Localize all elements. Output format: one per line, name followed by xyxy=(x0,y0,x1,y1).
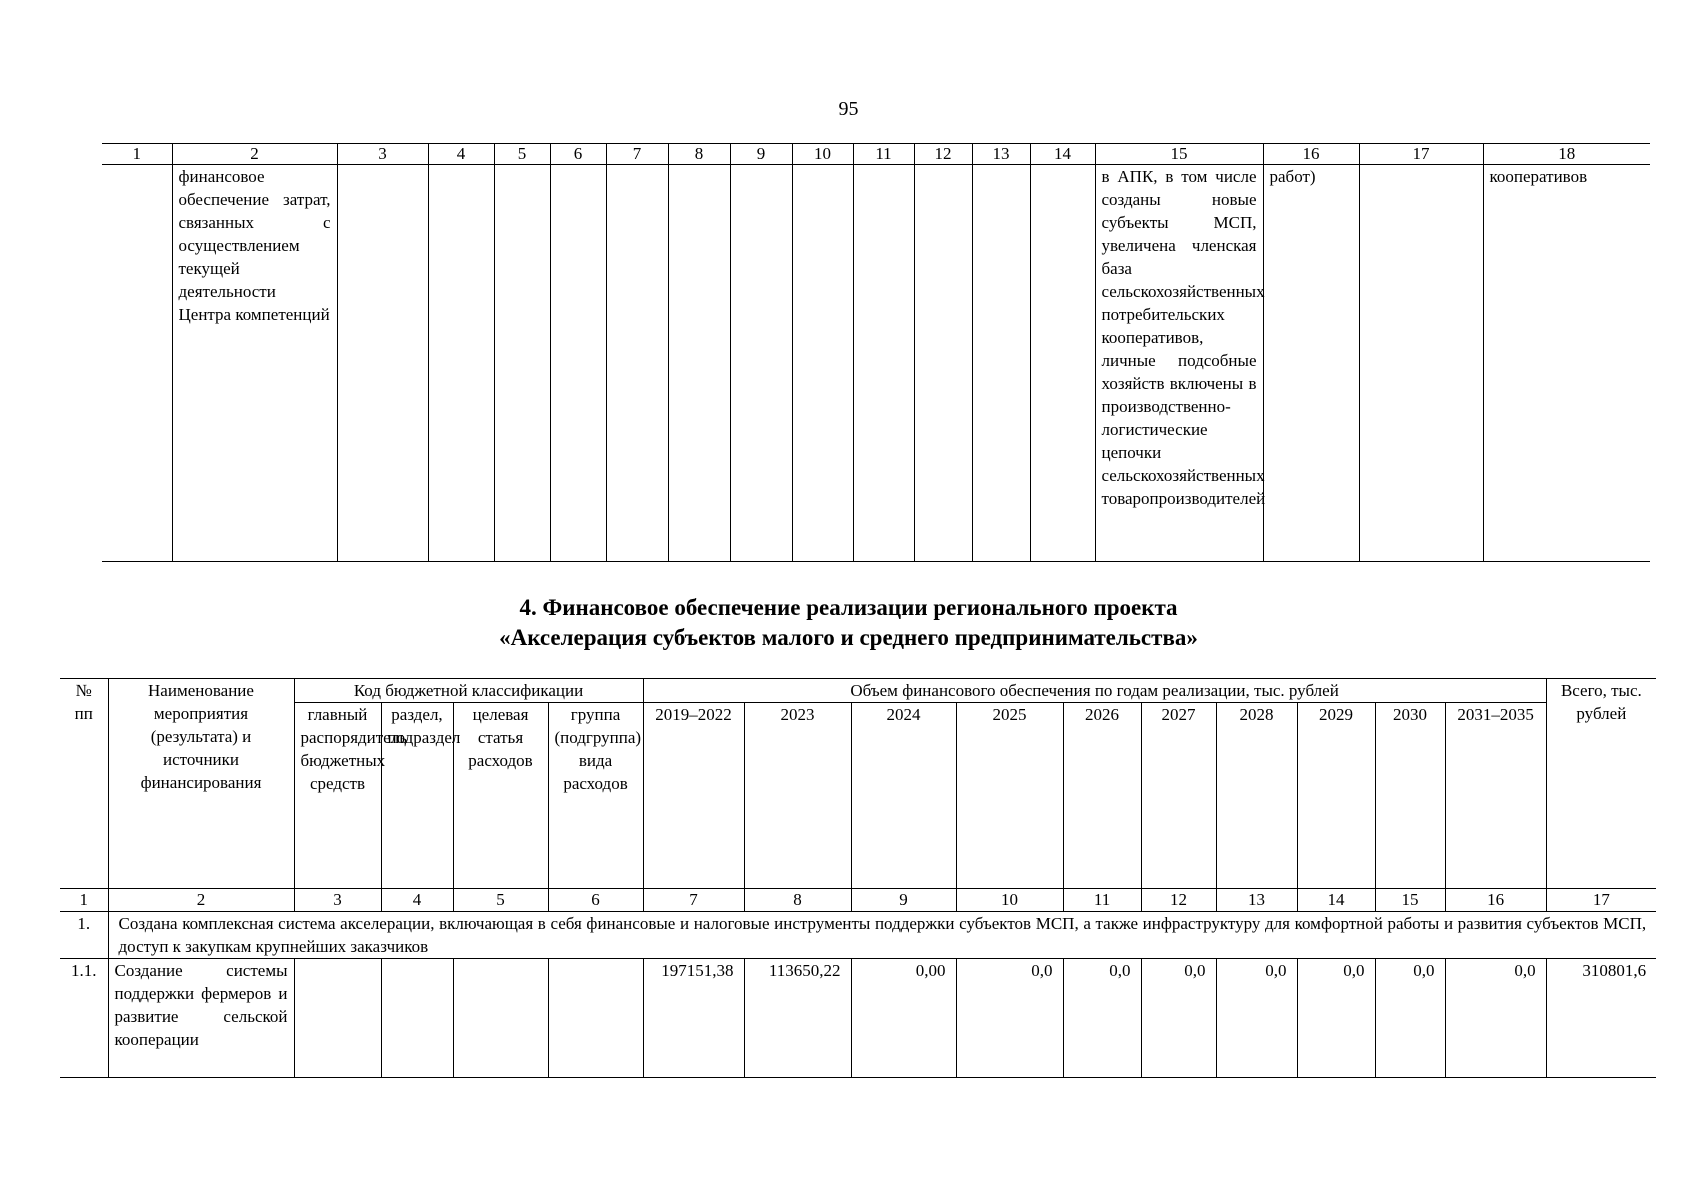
column-number: 3 xyxy=(294,889,381,912)
cell-empty xyxy=(792,165,853,562)
cell-empty xyxy=(381,959,453,1078)
item-value-2031-2035: 0,0 xyxy=(1445,959,1546,1078)
cell-col16: работ) xyxy=(1263,165,1359,562)
column-number: 1 xyxy=(60,889,108,912)
column-number: 11 xyxy=(853,144,914,165)
column-number: 13 xyxy=(972,144,1030,165)
cell-col18: кооперативов xyxy=(1483,165,1650,562)
column-number: 6 xyxy=(548,889,643,912)
cell-empty xyxy=(294,959,381,1078)
header-budget-code: Код бюджетной классификации xyxy=(294,679,643,703)
column-number: 10 xyxy=(956,889,1063,912)
header-year: 2024 xyxy=(851,703,956,889)
column-number: 6 xyxy=(550,144,606,165)
column-number: 3 xyxy=(337,144,428,165)
column-number: 17 xyxy=(1359,144,1483,165)
header-subrow xyxy=(60,703,1656,889)
column-number: 4 xyxy=(428,144,494,165)
column-number: 11 xyxy=(1063,889,1141,912)
item-value-2028: 0,0 xyxy=(1216,959,1297,1078)
cell-empty xyxy=(550,165,606,562)
column-number: 1 xyxy=(102,144,172,165)
header-section: раздел, подраздел xyxy=(381,703,453,889)
item-value-2030: 0,0 xyxy=(1375,959,1445,1078)
header-target-article: целевая статья расходов xyxy=(453,703,548,889)
cell-empty xyxy=(668,165,730,562)
column-number: 5 xyxy=(494,144,550,165)
item-value-2026: 0,0 xyxy=(1063,959,1141,1078)
column-number-row xyxy=(102,144,1650,165)
item-value-2023: 113650,22 xyxy=(744,959,851,1078)
item-value-2027: 0,0 xyxy=(1141,959,1216,1078)
item-value-2019-2022: 197151,38 xyxy=(643,959,744,1078)
column-number: 8 xyxy=(744,889,851,912)
cell-empty xyxy=(730,165,792,562)
column-number: 15 xyxy=(1375,889,1445,912)
header-year: 2030 xyxy=(1375,703,1445,889)
cell-empty xyxy=(548,959,643,1078)
column-number: 12 xyxy=(914,144,972,165)
column-number: 9 xyxy=(730,144,792,165)
column-number-row xyxy=(60,889,1656,912)
header-year: 2029 xyxy=(1297,703,1375,889)
header-row xyxy=(60,679,1656,703)
column-number: 2 xyxy=(108,889,294,912)
section-title-line1: 4. Финансовое обеспечение реализации регионального проекта xyxy=(519,595,1178,620)
column-number: 14 xyxy=(1030,144,1095,165)
column-number: 13 xyxy=(1216,889,1297,912)
cell-empty xyxy=(494,165,550,562)
table-row xyxy=(102,165,1650,562)
cell-empty xyxy=(972,165,1030,562)
header-total: Всего, тыс. рублей xyxy=(1546,679,1656,889)
column-number: 18 xyxy=(1483,144,1650,165)
header-num: № пп xyxy=(60,679,108,889)
column-number: 10 xyxy=(792,144,853,165)
cell-empty xyxy=(1030,165,1095,562)
header-expense-group: группа (подгруппа) вида расходов xyxy=(548,703,643,889)
column-number: 2 xyxy=(172,144,337,165)
item-num: 1.1. xyxy=(60,959,108,1078)
column-number: 15 xyxy=(1095,144,1263,165)
column-number: 12 xyxy=(1141,889,1216,912)
column-number: 5 xyxy=(453,889,548,912)
header-year: 2026 xyxy=(1063,703,1141,889)
column-number: 7 xyxy=(643,889,744,912)
column-number: 7 xyxy=(606,144,668,165)
table-row xyxy=(60,959,1656,1078)
item-value-2024: 0,00 xyxy=(851,959,956,1078)
task-text: Создана комплексная система акселерации, включающая в себя финансовые и налоговые инструменты поддержки субъектов МСП, а также инфраструктуру для комфортной работы и развития субъектов МСП, доступ к закупкам крупнейших заказчиков xyxy=(108,912,1656,959)
header-main-manager: главный распорядитель бюджетных средств xyxy=(294,703,381,889)
column-number: 4 xyxy=(381,889,453,912)
header-volume: Объем финансового обеспечения по годам реализации, тыс. рублей xyxy=(643,679,1546,703)
column-number: 17 xyxy=(1546,889,1656,912)
header-year: 2019–2022 xyxy=(643,703,744,889)
column-number: 16 xyxy=(1445,889,1546,912)
header-year: 2028 xyxy=(1216,703,1297,889)
column-number: 9 xyxy=(851,889,956,912)
item-value-2029: 0,0 xyxy=(1297,959,1375,1078)
column-number: 8 xyxy=(668,144,730,165)
page-number: 95 xyxy=(838,98,859,120)
header-year: 2023 xyxy=(744,703,851,889)
task-row xyxy=(60,912,1656,959)
cell-empty xyxy=(337,165,428,562)
continuation-table xyxy=(102,143,1650,562)
cell-empty xyxy=(853,165,914,562)
cell-empty xyxy=(102,165,172,562)
cell-empty xyxy=(428,165,494,562)
item-name: Создание системы поддержки фермеров и развитие сельской кооперации xyxy=(108,959,294,1078)
cell-measure-description: финансовое обеспечение затрат, связанных с осуществлением текущей деятельности Центра компетенций xyxy=(172,165,337,562)
header-year: 2027 xyxy=(1141,703,1216,889)
header-year: 2025 xyxy=(956,703,1063,889)
section-title-line2: «Акселерация субъектов малого и среднего предпринимательства» xyxy=(499,625,1198,650)
financing-table xyxy=(60,678,1656,1078)
cell-empty xyxy=(453,959,548,1078)
column-number: 14 xyxy=(1297,889,1375,912)
task-num: 1. xyxy=(60,912,108,959)
cell-empty xyxy=(914,165,972,562)
cell-result-description: в АПК, в том числе созданы новые субъекты МСП, увеличена членская база сельскохозяйственных потребительских кооперативов, личные подсобные хозяйств включены в производственно-логистические цепочки сельскохозяйственных товаропроизводителей xyxy=(1095,165,1263,562)
column-number: 16 xyxy=(1263,144,1359,165)
item-total: 310801,6 xyxy=(1546,959,1656,1078)
item-value-2025: 0,0 xyxy=(956,959,1063,1078)
header-name: Наименование мероприятия (результата) и источники финансирования xyxy=(108,679,294,889)
cell-empty xyxy=(606,165,668,562)
header-year: 2031–2035 xyxy=(1445,703,1546,889)
cell-empty xyxy=(1359,165,1483,562)
